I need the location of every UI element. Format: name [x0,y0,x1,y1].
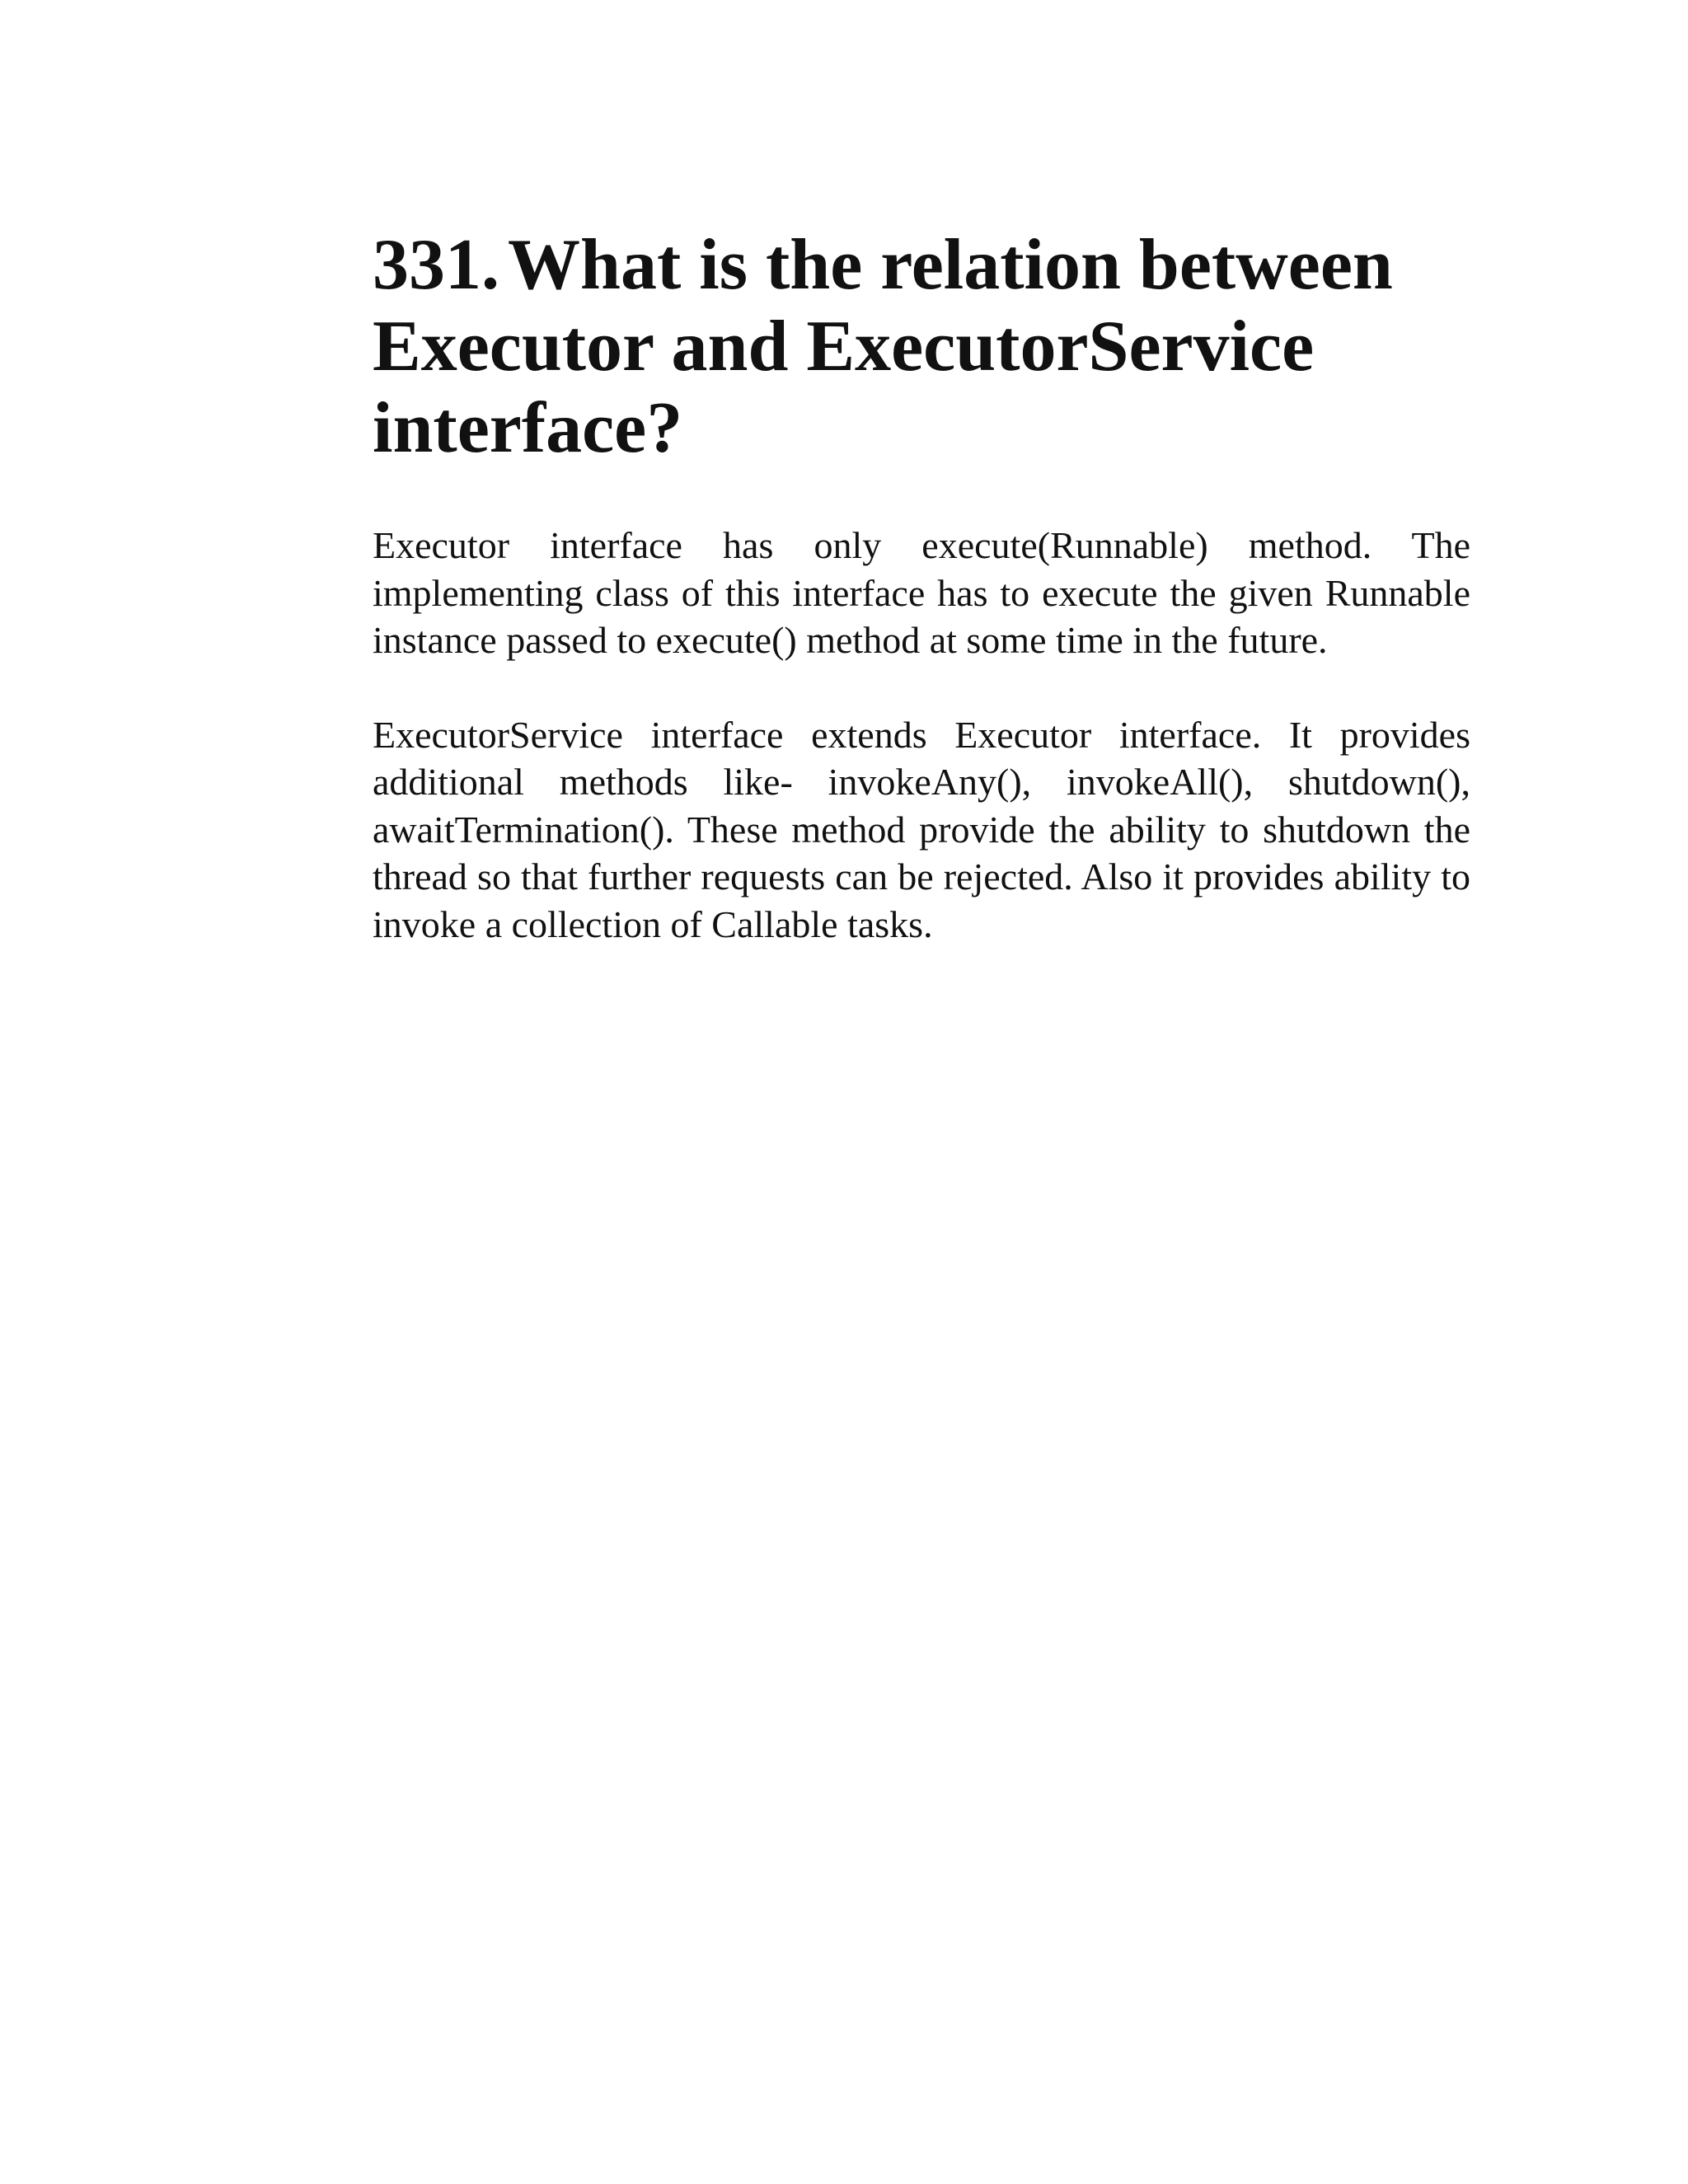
answer-paragraph-executor: Executor interface has only execute(Runnable) method. The implementing class of this interface has to execute the given Runnable instance passed to execute() method at some time in the future. [373,524,1470,661]
answer-paragraph-executorservice: ExecutorService interface extends Executor interface. It provides additional methods like- invokeAny(), invokeAll(), shutdown(), awaitTermination(). These method provide the ability to shutdown the thread so that further requests can be rejected. Also it provides ability to invoke a collection of Callable tasks. [373,713,1470,945]
question-heading [373,224,1470,469]
page-content [373,224,1470,948]
question-title: What is the relation between Executor and ExecutorService interface? [373,225,1393,468]
question-number: 331. [373,225,499,305]
